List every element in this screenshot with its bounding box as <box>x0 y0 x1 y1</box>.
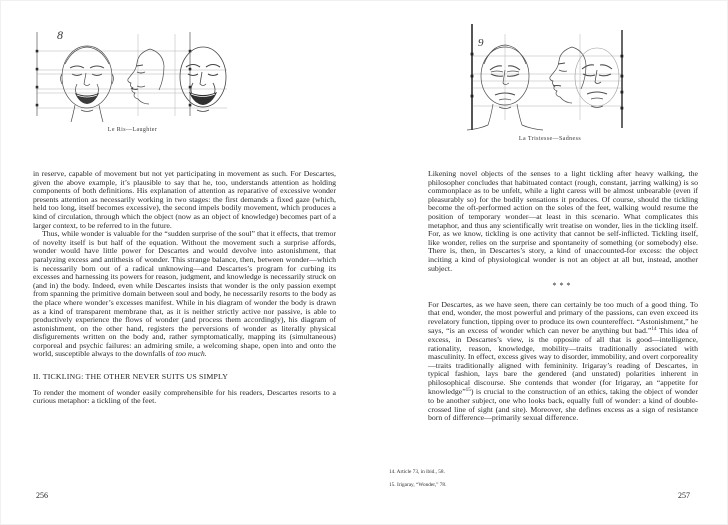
right-paragraph-2a: For Descartes, as we have seen, there can certainly be too much of a good thing. To that end, wonder, the most powerful and primary of the passions, can even exceed its revelatory function, tipping over to produce its own countereffect. “Astonishment,” he says, “is an excess of wonder which can never be anything but bad.” <box>428 299 698 335</box>
left-paragraph-2 <box>33 230 336 359</box>
right-paragraph-2 <box>428 301 698 423</box>
left-paragraph-1: in reserve, capable of movement but not yet participating in movement as such. For Descartes, given the above example, it’s plausible to say that he, too, understands attention as holding components of both definitions. His explanation of attention as reparative of excessive wonder presents attention as necessarily working in two stages: the first demands a fixed gaze (which, held too long, itself becomes excessive), the second impels bodily movement, which produces a kind of circulation, through which the object (now as an object of knowledge) becomes part of a larger context, to be referred to in the future. <box>33 169 336 230</box>
laughter-figure <box>35 20 230 133</box>
sadness-figure-drawing <box>455 20 645 133</box>
left-paragraph-2-italic: too much. <box>175 349 207 359</box>
plate-number-right: 9 <box>478 37 484 49</box>
left-page-text-column <box>33 170 336 406</box>
figure-caption-laughter: Le Ris—Laughter <box>107 127 158 133</box>
laughter-figure-drawing <box>35 20 230 124</box>
figure-caption-sadness: La Tristesse—Sadness <box>518 136 582 142</box>
right-paragraph-2c: ) is crucial to the construction of an ethics, taking the object of wonder to be another subject, one who looks back, equally full of wonder: a kind of double-crossed line of sight (and site). Moreover, she defines excess as a sign of resistance born of difference—primarily sexual difference. <box>428 386 698 423</box>
right-paragraph-2b: This idea of excess, in Descartes’s view, is the opposite of all that is good—intelligence, rationality, reason, knowledge, mobility—traits traditionally associated with masculinity. In effect, excess gives way to disorder, immobility, and overt corporeality—traits traditionally aligned with femininity. Irigaray’s reading of Descartes, in typical fashion, lays bare the gendered (and unstated) polarities inherent in philosophical discourse. She contends that wonder (for Irigaray, an “appetite for knowledge” <box>428 325 698 396</box>
footnote-ref-14: 14 <box>651 326 657 332</box>
left-paragraph-2-text: Thus, while wonder is valuable for the “sudden surprise of the soul” that it effects, that tremor of novelty itself is but half of the equation. Without the movement such a surprise affords, wonder would have little power for Descartes and would devolve into astonishment, that paralyzing excess and antithesis of wonder. This strange balance, then, between wonder—which is necessarily born out of a radical unknowing—and Descartes’s program for curbing its excesses and harnessing its powers for reason, judgment, and knowledge is necessarily struck on (and in) the body. Indeed, even while Descartes insists that wonder is the only passion exempt from spanning the primitive domain between soul and body, he necessarily resorts to the body as the place where wonder’s excesses manifest. While in his diagram of wonder the body is drawn as a kind of transparent membrane that, as it is neither strictly active nor passive, is able to productively experience the flows of wonder (and process them accordingly), his diagram of astonishment, on the other hand, registers the perversions of wonder as literally physical disfigurements written on the body and, rather symptomatically, mapping its (simultaneous) corporeal and psychic failures: an admiring smile, a welcoming shape, open into and onto the world, susceptible always to the downfalls of <box>33 229 336 359</box>
right-paragraph-1: Likening novel objects of the senses to a light tickling after heavy walking, the philosopher concludes that habituated contact (rough, constant, jarring walking) is so commonplace as to be unfelt, while a light caress will be almost unbearable (even if pleasurably so) for the bodily sensations it produces. Of course, should the tickling become the oft-performed action on the soles of the feet, walking would resume the position of temporary wonder—at least in this scenario. What complicates this metaphor, and thus any scientifically writ treatise on wonder, lies in the tickling itself. For, as we know, tickling is one activity that cannot be self-inflicted. Tickling itself, like wonder, relies on the surprise and spontaneity of something (or somebody) else. There is, then, in Descartes’s story, a kind of unaccounted-for excess: the object inciting a kind of physiological wonder is not an object at all but, instead, another subject. <box>428 169 698 273</box>
margin-footnotes <box>389 466 449 491</box>
footnote-ref-15: 15 <box>465 387 471 394</box>
sadness-figure <box>455 20 645 142</box>
page-number-left: 256 <box>36 491 48 500</box>
left-paragraph-3: To render the moment of wonder easily comprehensible for his readers, Descartes resorts to a curious metaphor: a tickling of the feet. <box>33 387 336 406</box>
plate-number-left: 8 <box>57 28 63 42</box>
section-heading: II. TICKLING: THE OTHER NEVER SUITS US SIMPLY <box>33 372 229 382</box>
page-number-right: 257 <box>678 491 690 500</box>
right-page-text-column <box>428 170 698 423</box>
section-separator: *** <box>552 281 574 291</box>
footnote-15: 15. Irigaray, “Wonder,” 78. <box>389 481 447 488</box>
footnote-14: 14. Article 73, in ibid., 58. <box>389 469 445 475</box>
